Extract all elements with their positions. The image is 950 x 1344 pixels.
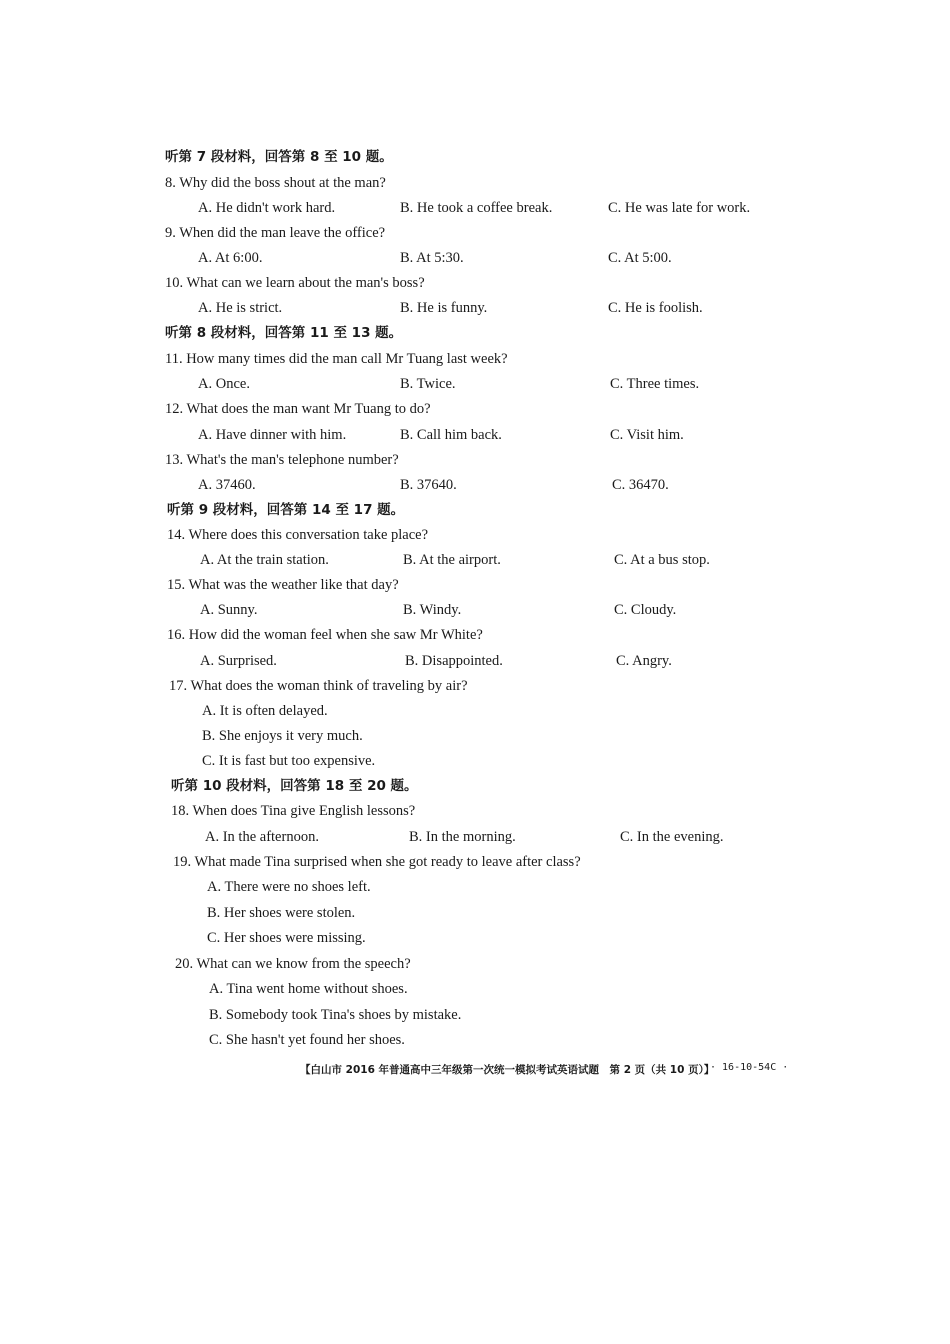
option-9a: A. At 6:00. <box>198 250 263 266</box>
option-17b: B. She enjoys it very much. <box>202 728 363 744</box>
option-13a: A. 37460. <box>198 477 256 493</box>
option-19b: B. Her shoes were stolen. <box>207 905 356 921</box>
question-11: 11. How many times did the man call Mr Tuang last week? <box>165 351 508 367</box>
option-8b: B. He took a coffee break. <box>400 200 553 216</box>
question-20: 20. What can we know from the speech? <box>175 956 411 972</box>
section-heading: 听第 9 段材料，回答第 14 至 17 题。 <box>167 502 405 518</box>
section-heading: 听第 7 段材料，回答第 8 至 10 题。 <box>165 149 393 165</box>
option-9c: C. At 5:00. <box>608 250 672 266</box>
question-10: 10. What can we learn about the man's boss? <box>165 275 425 291</box>
question-12: 12. What does the man want Mr Tuang to do? <box>165 401 431 417</box>
option-15c: C. Cloudy. <box>614 602 677 618</box>
option-18a: A. In the afternoon. <box>205 829 319 845</box>
option-12b: B. Call him back. <box>400 427 502 443</box>
section-heading: 听第 10 段材料，回答第 18 至 20 题。 <box>171 778 418 794</box>
option-13b: B. 37640. <box>400 477 457 493</box>
option-16c: C. Angry. <box>616 653 672 669</box>
question-17: 17. What does the woman think of traveling by air? <box>169 678 468 694</box>
question-8: 8. Why did the boss shout at the man? <box>165 175 386 191</box>
option-10b: B. He is funny. <box>400 300 488 316</box>
question-13: 13. What's the man's telephone number? <box>165 452 399 468</box>
section-heading: 听第 8 段材料，回答第 11 至 13 题。 <box>165 325 403 341</box>
option-11b: B. Twice. <box>400 376 456 392</box>
option-11a: A. Once. <box>198 376 250 392</box>
exam-code: · 16-10-54C · <box>710 1062 789 1073</box>
option-19c: C. Her shoes were missing. <box>207 930 366 946</box>
question-14: 14. Where does this conversation take place? <box>167 527 429 543</box>
option-15b: B. Windy. <box>403 602 462 618</box>
option-20b: B. Somebody took Tina's shoes by mistake. <box>209 1007 462 1023</box>
option-8a: A. He didn't work hard. <box>198 200 336 216</box>
question-9: 9. When did the man leave the office? <box>165 225 386 241</box>
option-8c: C. He was late for work. <box>608 200 751 216</box>
option-17a: A. It is often delayed. <box>202 703 328 719</box>
option-14a: A. At the train station. <box>200 552 329 568</box>
page-footer: 【白山市 2016 年普通高中三年级第一次统一模拟考试英语试题 第 2 页（共 10 页）】 <box>300 1064 715 1076</box>
option-11c: C. Three times. <box>610 376 700 392</box>
option-14b: B. At the airport. <box>403 552 501 568</box>
option-10a: A. He is strict. <box>198 300 283 316</box>
option-18b: B. In the morning. <box>409 829 516 845</box>
question-16: 16. How did the woman feel when she saw Mr White? <box>167 627 483 643</box>
option-15a: A. Sunny. <box>200 602 258 618</box>
option-12c: C. Visit him. <box>610 427 684 443</box>
option-12a: A. Have dinner with him. <box>198 427 347 443</box>
option-19a: A. There were no shoes left. <box>207 879 371 895</box>
option-17c: C. It is fast but too expensive. <box>202 753 376 769</box>
question-15: 15. What was the weather like that day? <box>167 577 399 593</box>
option-18c: C. In the evening. <box>620 829 724 845</box>
option-16a: A. Surprised. <box>200 653 277 669</box>
option-13c: C. 36470. <box>612 477 669 493</box>
option-20a: A. Tina went home without shoes. <box>209 981 408 997</box>
option-16b: B. Disappointed. <box>405 653 503 669</box>
option-9b: B. At 5:30. <box>400 250 464 266</box>
option-10c: C. He is foolish. <box>608 300 703 316</box>
question-19: 19. What made Tina surprised when she got ready to leave after class? <box>173 854 581 870</box>
option-14c: C. At a bus stop. <box>614 552 710 568</box>
option-20c: C. She hasn't yet found her shoes. <box>209 1032 405 1048</box>
question-18: 18. When does Tina give English lessons? <box>171 803 416 819</box>
